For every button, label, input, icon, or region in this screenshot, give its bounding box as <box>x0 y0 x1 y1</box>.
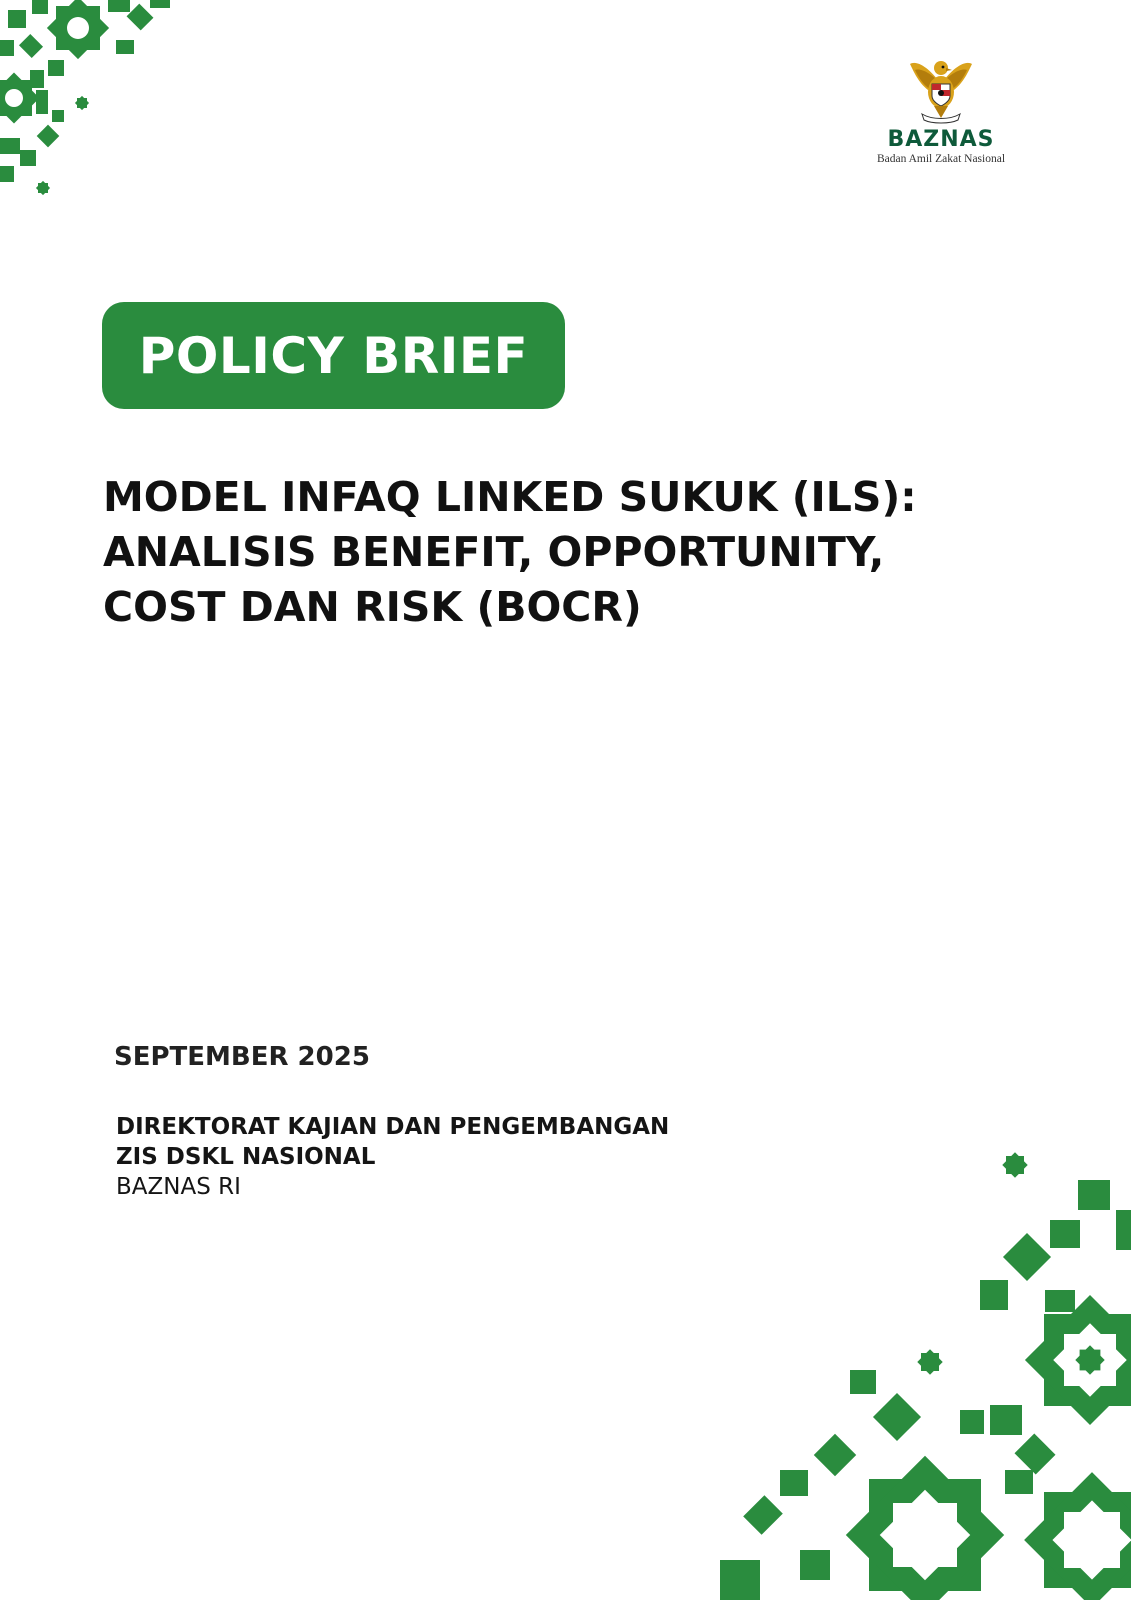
title-line: MODEL INFAQ LINKED SUKUK (ILS): <box>103 473 917 521</box>
logo-brand-subtitle: Badan Amil Zakat Nasional <box>876 153 1006 165</box>
organization-line: DIREKTORAT KAJIAN DAN PENGEMBANGAN <box>116 1114 670 1140</box>
ornament-bottom-right <box>720 1140 1131 1600</box>
policy-brief-label: POLICY BRIEF <box>138 326 529 385</box>
baznas-logo <box>856 54 1026 174</box>
organization-block <box>116 1112 669 1202</box>
garuda-emblem-icon <box>906 54 976 126</box>
islamic-geometric-pattern-icon <box>720 1140 1131 1600</box>
publication-date: SEPTEMBER 2025 <box>114 1042 370 1072</box>
logo-brand-name: BAZNAS <box>887 127 995 152</box>
ornament-top-left <box>0 0 180 200</box>
title-line: COST DAN RISK (BOCR) <box>103 583 642 631</box>
organization-line: BAZNAS RI <box>116 1174 241 1200</box>
policy-brief-badge <box>102 302 565 409</box>
document-title <box>103 470 1003 635</box>
organization-line: ZIS DSKL NASIONAL <box>116 1144 376 1170</box>
title-line: ANALISIS BENEFIT, OPPORTUNITY, <box>103 528 885 576</box>
islamic-geometric-pattern-icon <box>0 0 180 200</box>
